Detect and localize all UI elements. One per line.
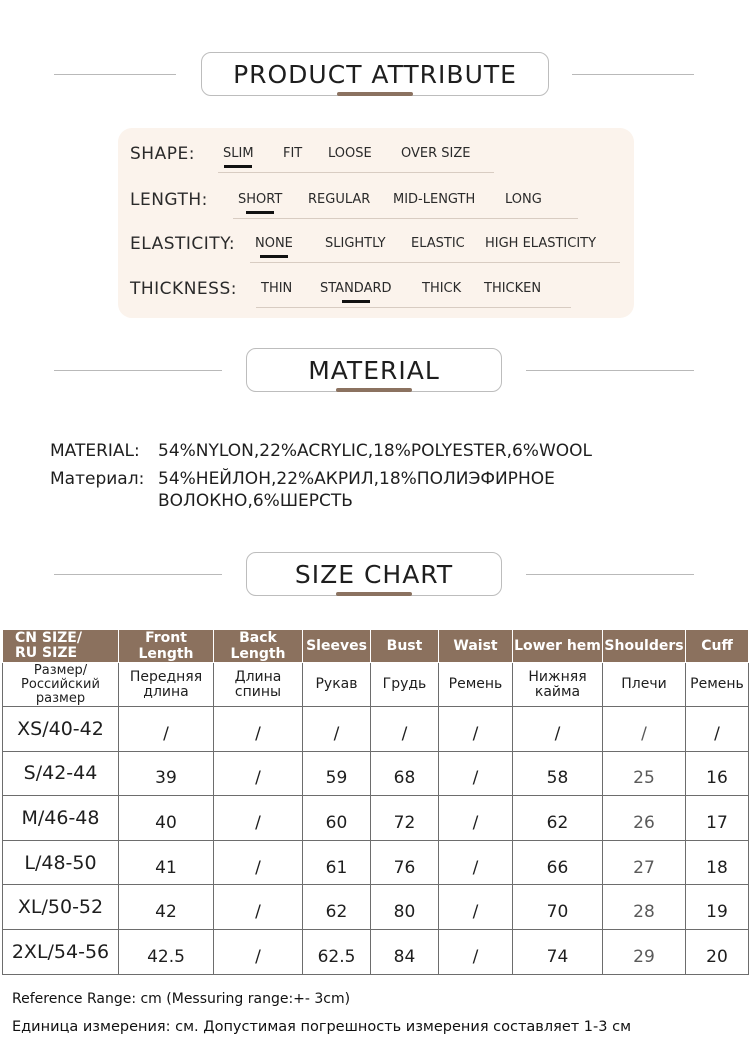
column-header-ru: Рукав	[303, 663, 371, 707]
table-cell: /	[214, 751, 303, 796]
row-underline	[233, 218, 578, 219]
attribute-option: FIT	[283, 146, 303, 161]
table-row	[3, 929, 749, 974]
reference-range-ru: Единица измерения: см. Допустимая погрешность измерения составляет 1-3 см	[12, 1019, 632, 1035]
table-cell: 68	[371, 751, 439, 796]
table-cell: 74	[513, 929, 603, 974]
section-title: MATERIAL	[308, 355, 440, 385]
row-underline	[256, 307, 571, 308]
table-cell: 40	[119, 796, 214, 841]
section-title-badge	[201, 52, 549, 96]
table-cell: 84	[371, 929, 439, 974]
row-underline	[218, 172, 494, 173]
size-label-cell: L/48-50	[3, 840, 119, 885]
table-cell: /	[119, 707, 214, 752]
material-value: 54%NYLON,22%ACRYLIC,18%POLYESTER,6%WOOL	[158, 441, 593, 461]
material-header	[0, 348, 750, 396]
table-cell: /	[603, 707, 686, 752]
column-header-en: Sleeves	[303, 630, 371, 663]
table-cell: 80	[371, 885, 439, 930]
section-title-badge	[246, 552, 502, 596]
attribute-label: ELASTICITY:	[130, 234, 236, 254]
column-header-ru: Грудь	[371, 663, 439, 707]
table-row	[3, 840, 749, 885]
table-cell: 19	[686, 885, 749, 930]
attribute-label: SHAPE:	[130, 144, 195, 164]
table-cell: /	[439, 885, 513, 930]
attribute-option: SLIGHTLY	[325, 236, 386, 251]
table-cell: 72	[371, 796, 439, 841]
table-cell: 39	[119, 751, 214, 796]
table-cell: 27	[603, 840, 686, 885]
size-label-cell: 2XL/54-56	[3, 929, 119, 974]
attribute-option: LOOSE	[328, 146, 372, 161]
table-cell: 28	[603, 885, 686, 930]
table-row	[3, 885, 749, 930]
divider-line	[526, 574, 694, 575]
accent-bar	[336, 592, 412, 596]
column-header-en: Front Length	[119, 630, 214, 663]
size-label-cell: M/46-48	[3, 796, 119, 841]
table-cell: /	[439, 796, 513, 841]
table-row	[3, 751, 749, 796]
table-cell: 29	[603, 929, 686, 974]
table-cell: 59	[303, 751, 371, 796]
table-cell: /	[371, 707, 439, 752]
row-underline	[250, 262, 620, 263]
attribute-option: STANDARD	[320, 281, 392, 296]
table-cell: /	[214, 840, 303, 885]
column-header-ru: Ремень	[439, 663, 513, 707]
material-en	[50, 441, 593, 461]
material-value: ВОЛОКНО,6%ШЕРСТЬ	[158, 491, 353, 511]
table-cell: 70	[513, 885, 603, 930]
size-chart-header	[0, 552, 750, 600]
attribute-label: THICKNESS:	[130, 279, 237, 299]
table-cell: /	[439, 929, 513, 974]
material-ru	[50, 469, 555, 511]
column-header-ru: Плечи	[603, 663, 686, 707]
column-header-en: Back Length	[214, 630, 303, 663]
column-header-ru: Размер/ Российский размер	[3, 663, 119, 707]
table-cell: /	[214, 707, 303, 752]
divider-line	[54, 574, 222, 575]
column-header-en: Cuff	[686, 630, 749, 663]
table-cell: 18	[686, 840, 749, 885]
column-header-en: Waist	[439, 630, 513, 663]
attribute-row-thickness	[118, 277, 634, 307]
accent-bar	[336, 388, 412, 392]
column-header-ru: Ремень	[686, 663, 749, 707]
divider-line	[572, 74, 694, 75]
table-cell: 62.5	[303, 929, 371, 974]
table-cell: 17	[686, 796, 749, 841]
attribute-option: ELASTIC	[411, 236, 465, 251]
material-label: MATERIAL:	[50, 441, 140, 461]
table-cell: 62	[513, 796, 603, 841]
product-attribute-header	[0, 52, 750, 100]
divider-line	[526, 370, 694, 371]
table-cell: 25	[603, 751, 686, 796]
attribute-row-shape	[118, 142, 634, 172]
size-label-cell: XL/50-52	[3, 885, 119, 930]
attribute-label: LENGTH:	[130, 190, 208, 210]
table-cell: 66	[513, 840, 603, 885]
table-cell: /	[439, 840, 513, 885]
table-cell: 60	[303, 796, 371, 841]
table-cell: 76	[371, 840, 439, 885]
table-cell: /	[303, 707, 371, 752]
table-cell: 58	[513, 751, 603, 796]
column-header-en: Bust	[371, 630, 439, 663]
column-header-en: Shoulders	[603, 630, 686, 663]
header-row-en	[3, 630, 749, 663]
column-header-ru: Нижняя кайма	[513, 663, 603, 707]
column-header-ru: Передняя длина	[119, 663, 214, 707]
column-header-en: CN SIZE/ RU SIZE	[3, 630, 119, 663]
attribute-option: NONE	[255, 236, 293, 251]
attribute-row-length	[118, 188, 634, 218]
attribute-panel	[118, 128, 634, 318]
reference-range-en: Reference Range: cm (Messuring range:+- 3cm)	[12, 991, 351, 1007]
table-cell: /	[214, 796, 303, 841]
divider-line	[54, 370, 222, 371]
table-cell: 20	[686, 929, 749, 974]
attribute-row-elasticity	[118, 232, 634, 262]
column-header-ru: Длина спины	[214, 663, 303, 707]
attribute-option: MID-LENGTH	[393, 192, 476, 207]
size-table-body	[3, 707, 749, 975]
table-cell: 41	[119, 840, 214, 885]
table-cell: /	[439, 707, 513, 752]
size-chart-table	[2, 629, 749, 975]
column-header-en: Lower hem	[513, 630, 603, 663]
attribute-option: HIGH ELASTICITY	[485, 236, 597, 251]
attribute-option: THICKEN	[484, 281, 542, 296]
attribute-option: REGULAR	[308, 192, 371, 207]
table-cell: 16	[686, 751, 749, 796]
attribute-option: THICK	[422, 281, 462, 296]
table-cell: 42	[119, 885, 214, 930]
table-cell: /	[686, 707, 749, 752]
table-cell: 42.5	[119, 929, 214, 974]
table-cell: /	[214, 885, 303, 930]
divider-line	[54, 74, 176, 75]
material-value: 54%НЕЙЛОН,22%АКРИЛ,18%ПОЛИЭФИРНОЕ	[158, 469, 555, 489]
table-cell: 62	[303, 885, 371, 930]
table-cell: /	[513, 707, 603, 752]
section-title: PRODUCT ATTRIBUTE	[233, 59, 517, 89]
table-cell: /	[439, 751, 513, 796]
attribute-option: THIN	[261, 281, 293, 296]
table-row	[3, 707, 749, 752]
attribute-option: SLIM	[223, 146, 254, 161]
header-row-ru	[3, 663, 749, 707]
size-label-cell: S/42-44	[3, 751, 119, 796]
attribute-option: LONG	[505, 192, 542, 207]
size-label-cell: XS/40-42	[3, 707, 119, 752]
table-row	[3, 796, 749, 841]
attribute-option: SHORT	[238, 192, 283, 207]
section-title-badge	[246, 348, 502, 392]
material-label: Материал:	[50, 469, 145, 489]
section-title: SIZE CHART	[294, 559, 454, 589]
table-cell: /	[214, 929, 303, 974]
accent-bar	[337, 92, 413, 96]
table-cell: 61	[303, 840, 371, 885]
attribute-option: OVER SIZE	[401, 146, 471, 161]
table-cell: 26	[603, 796, 686, 841]
